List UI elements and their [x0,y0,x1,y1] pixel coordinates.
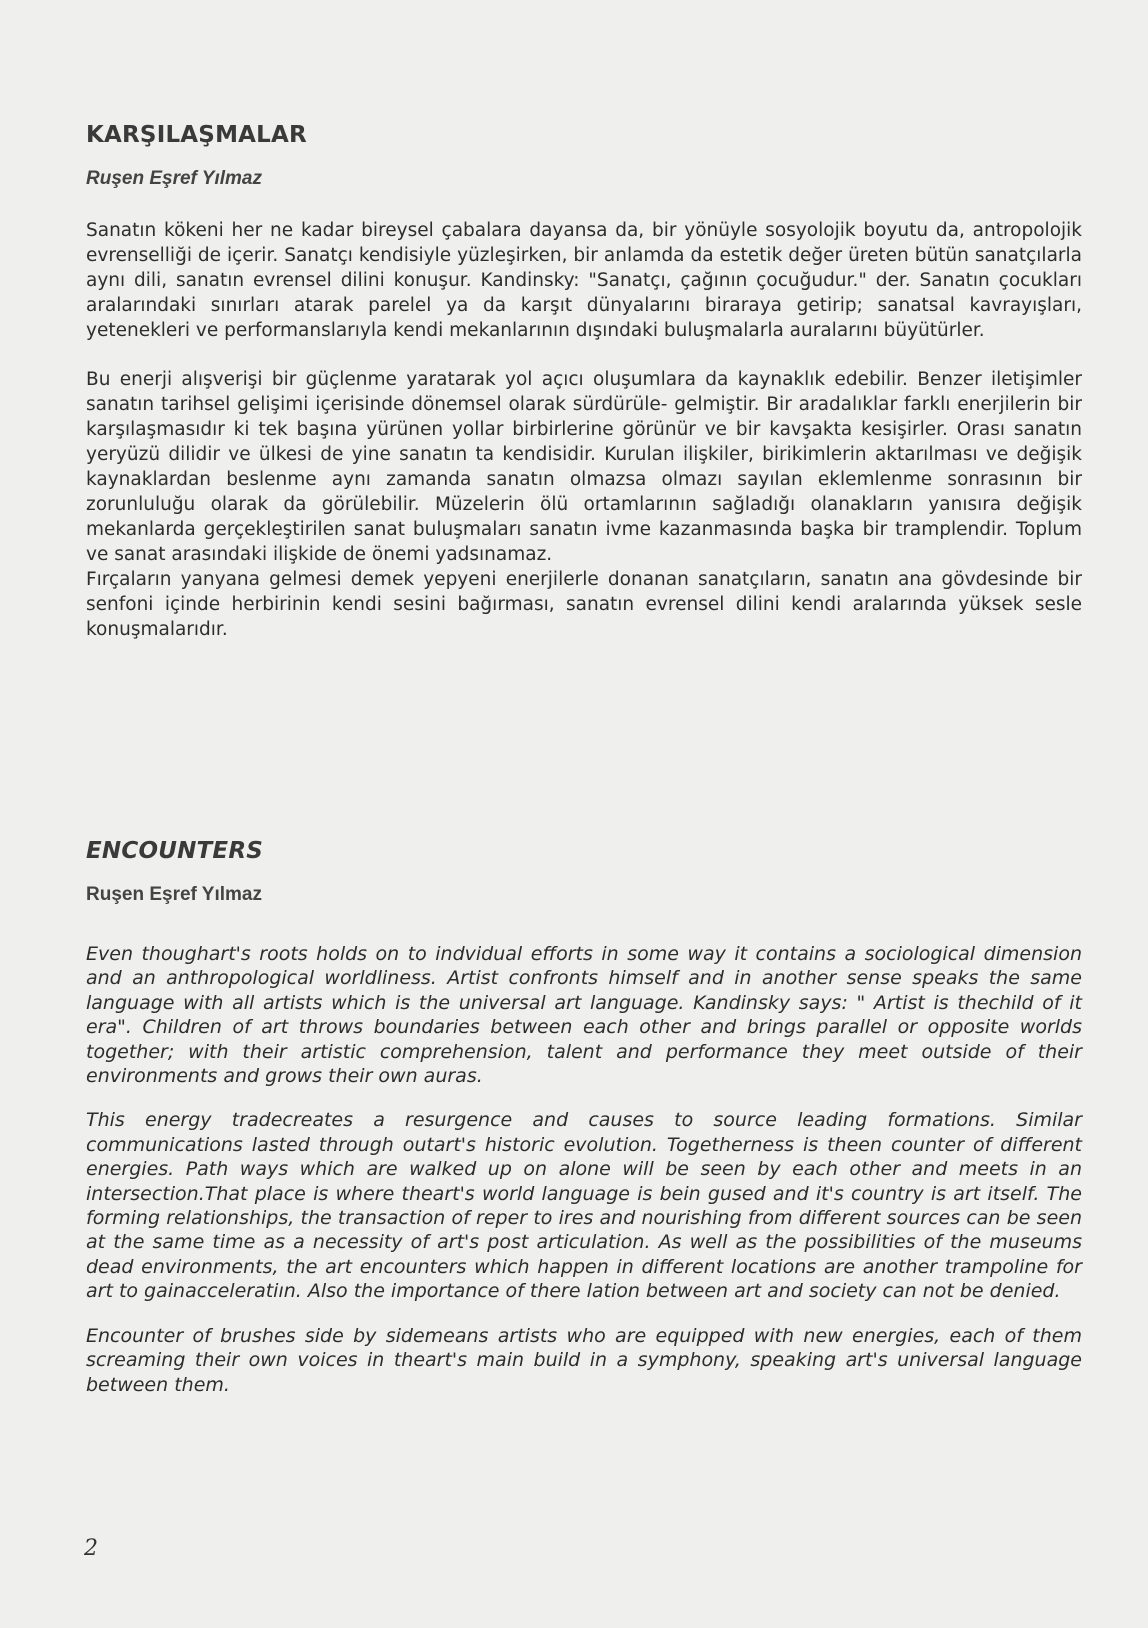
english-paragraph-3: Encounter of brushes side by sidemeans artists who are equipped with new energies, each of them screaming their own voices in theart's main build in a symphony, speaking art's universal language between them. [86,1324,1082,1396]
english-paragraph-2: This energy tradecreates a resurgence and causes to source leading formations. Similar communications lasted through outart's historic evolution. Togetherness is theen counter of different energies. Path ways which are walked up on alone will be seen by each other and meets in an intersection.That place is where theart's world language is bein gused and it's country is art itself. The forming relationships, the transaction of reper to ires and nourishing from different sources can be seen at the same time as a necessity of art's post articulation. As well as the possibilities of the museums dead environments, the art encounters which happen in different locations are another trampoline for art to gainacceleratiın. Also the importance of there lation between art and society can not be denied. [86,1109,1082,1303]
page-number: 2 [84,1536,98,1561]
english-body [86,942,1082,1397]
english-section [86,838,1082,1417]
turkish-paragraph-2: Bu enerji alışverişi bir güçlenme yaratarak yol açıcı oluşumlara da kaynaklık edebilir. Benzer iletişimler sanatın tarihsel gelişimi içerisinde dönemsel olarak sürdürüle- gelmiştir. Bir aradalıklar farklı enerjilerin bir karşılaşmasıdır ki tek başına yürünen yollar birbirlerine görünür ve bir kavşakta kesişirler. Orası sanatın yeryüzü dilidir ve ülkesi de yine sanatın ta kendisidir. Kurulan ilişkiler, birikimlerin aktarılması ve değişik kaynaklardan beslenme aynı zamanda sanatın olmazsa olmazı sayılan eklemlenme sonrasının bir zorunluluğu olarak da görülebilir. Müzelerin ölü ortamlarının sağladığı olanakların yanısıra değişik mekanlarda gerçekleştirilen sanat buluşmaları sanatın ivme kazanmasında başka bir tramplendir. Toplum ve sanat arasındaki ilişkide de önemi yadsınamaz. [86,369,1082,565]
turkish-body [86,218,1082,642]
turkish-paragraph-1: Sanatın kökeni her ne kadar bireysel çabalara dayansa da, bir yönüyle sosyolojik boyutu da, antropolojik evrenselliği de içerir. Sanatçı kendisiyle yüzleşirken, bir anlamda da estetik değer üreten bütün sanatçılarla aynı dili, sanatın evrensel dilini konuşur. Kandinsky: "Sanatçı, çağının çocuğudur." der. Sanatın çocukları aralarındaki sınırları atarak parelel ya da karşıt dünyalarını biraraya getirip; sanatsal kavrayışları, yetenekleri ve performanslarıyla kendi mekanlarının dışındaki buluşmalarla auralarını büyütürler. [86,220,1082,341]
turkish-paragraph-3: Fırçaların yanyana gelmesi demek yepyeni enerjilerle donanan sanatçıların, sanatın ana gövdesinde bir senfoni içinde herbirinin kendi sesini bağırması, sanatın evrensel dilini kendi aralarında yüksek sesle konuşmalarıdır. [86,569,1082,640]
turkish-title: KARŞILAŞMALAR [86,122,307,148]
english-title: ENCOUNTERS [86,838,263,864]
english-paragraph-1: Even thoughart's roots holds on to indvidual efforts in some way it contains a sociological dimension and an anthropological worldliness. Artist confronts himself and in another sense speaks the same language with all artists which is the universal art language. Kandinsky says: " Artist is thechild of it era". Children of art throws boundaries between each other and brings parallel or opposite worlds together; with their artistic comprehension, talent and performance they meet outside of their environments and grows their own auras. [86,943,1082,1088]
turkish-author: Ruşen Eşref Yılmaz [86,168,263,189]
turkish-section [86,122,1082,666]
english-author: Ruşen Eşref Yılmaz [86,884,263,905]
